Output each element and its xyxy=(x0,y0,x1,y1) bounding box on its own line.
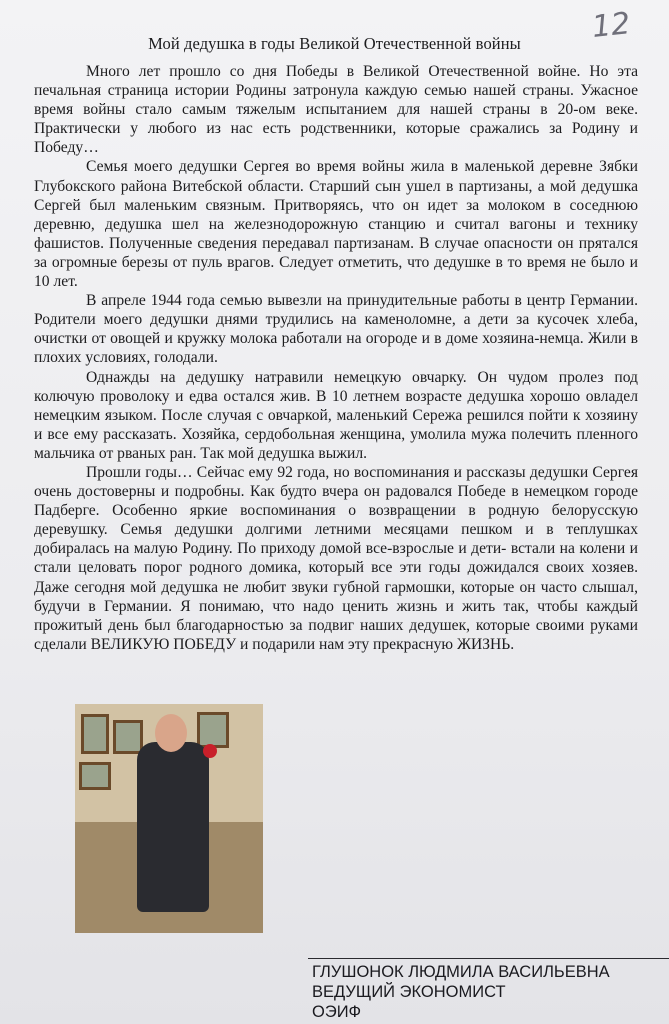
photo-wall-frame xyxy=(113,720,143,754)
document-title: Мой дедушка в годы Великой Отечественной войны xyxy=(148,34,521,53)
paragraph: В апреле 1944 года семью вывезли на принудительные работы в центр Германии. Родители моего дедушки днями трудились на каменоломне, а дети за кусочек хлеба, очистки от овощей и кружку молока работали на огороде и в доме хозяина-немца. Жили в плохих условиях, голодали. xyxy=(34,292,638,367)
paragraph: Семья моего дедушки Сергея во время войны жила в маленькой деревне Зябки Глубокского района Витебской области. Старший сын ушел в партизаны, а мой дедушка Сергей был маленьким связным. Притворяясь, что он идет за молоком в соседнюю деревню, дедушка шел на железнодорожную станцию и считал вагоны и технику фашистов. Полученные сведения передавал партизанам. В случае опасности он прятался за огромные березы от пуль врагов. Следует отметить, что дедушке в то время не было и 10 лет. xyxy=(34,158,638,291)
photo-wall-frame xyxy=(79,762,111,790)
photo-wall-frame xyxy=(197,712,229,748)
photo-person-head xyxy=(155,714,187,752)
signature-name: ГЛУШОНОК ЛЮДМИЛА ВАСИЛЬЕВНА xyxy=(312,963,610,981)
document-body xyxy=(34,62,638,654)
photo-wall-frame xyxy=(81,714,109,754)
signature-block xyxy=(312,962,669,1022)
signature-rule xyxy=(308,958,669,959)
page-number: 12 xyxy=(590,6,632,45)
paragraph: Прошли годы… Сейчас ему 92 года, но воспоминания и рассказы дедушки Сергея очень достоверны и подробны. Как будто вчера он радовался Победе в немецком городе Падберге. Особенно яркие воспоминания о возвращении в родную белорусскую деревушку. Семья дедушки долгими летними месяцами пешком и в теплушках добиралась на малую Родину. По приходу домой все-взрослые и дети- встали на колени и стали целовать порог родного домика, который все эти годы дожидался своих хозяев. Даже сегодня мой дедушка не любит звуки губной гармошки, которые он часто слышал, будучи в Германии. Я понимаю, что надо ценить жизнь и жить так, чтобы каждый прожитый день был благодарностью за подвиг наших дедушек, которые своими руками сделали ВЕЛИКУЮ ПОБЕДУ и подарили нам эту прекрасную ЖИЗНЬ. xyxy=(34,463,638,653)
paragraph: Много лет прошло со дня Победы в Великой Отечественной войне. Но эта печальная страница истории Родины затронула каждую семью нашей страны. Ужасное время войны стало самым тяжелым испытанием для нашей страны в 20-ом веке. Практически у любого из нас есть родственники, которые сражались за Родину и Победу… xyxy=(34,63,638,157)
photo-carnation xyxy=(203,744,217,758)
grandfather-photo xyxy=(75,704,263,933)
signature-position: ВЕДУЩИЙ ЭКОНОМИСТ xyxy=(312,983,506,1001)
photo-person-suit xyxy=(137,742,209,912)
paragraph: Однажды на дедушку натравили немецкую овчарку. Он чудом пролез под колючую проволоку и едва остался жив. В 10 летнем возрасте дедушка хорошо овладел немецким языком. После случая с овчаркой, маленький Сережа решился пойти к хозяину и все ему рассказать. Хозяйка, сердобольная женщина, умолила мужа полечить пленного мальчика от рваных ран. Так мой дедушка выжил. xyxy=(34,368,638,462)
signature-department: ОЭИФ xyxy=(312,1003,362,1021)
